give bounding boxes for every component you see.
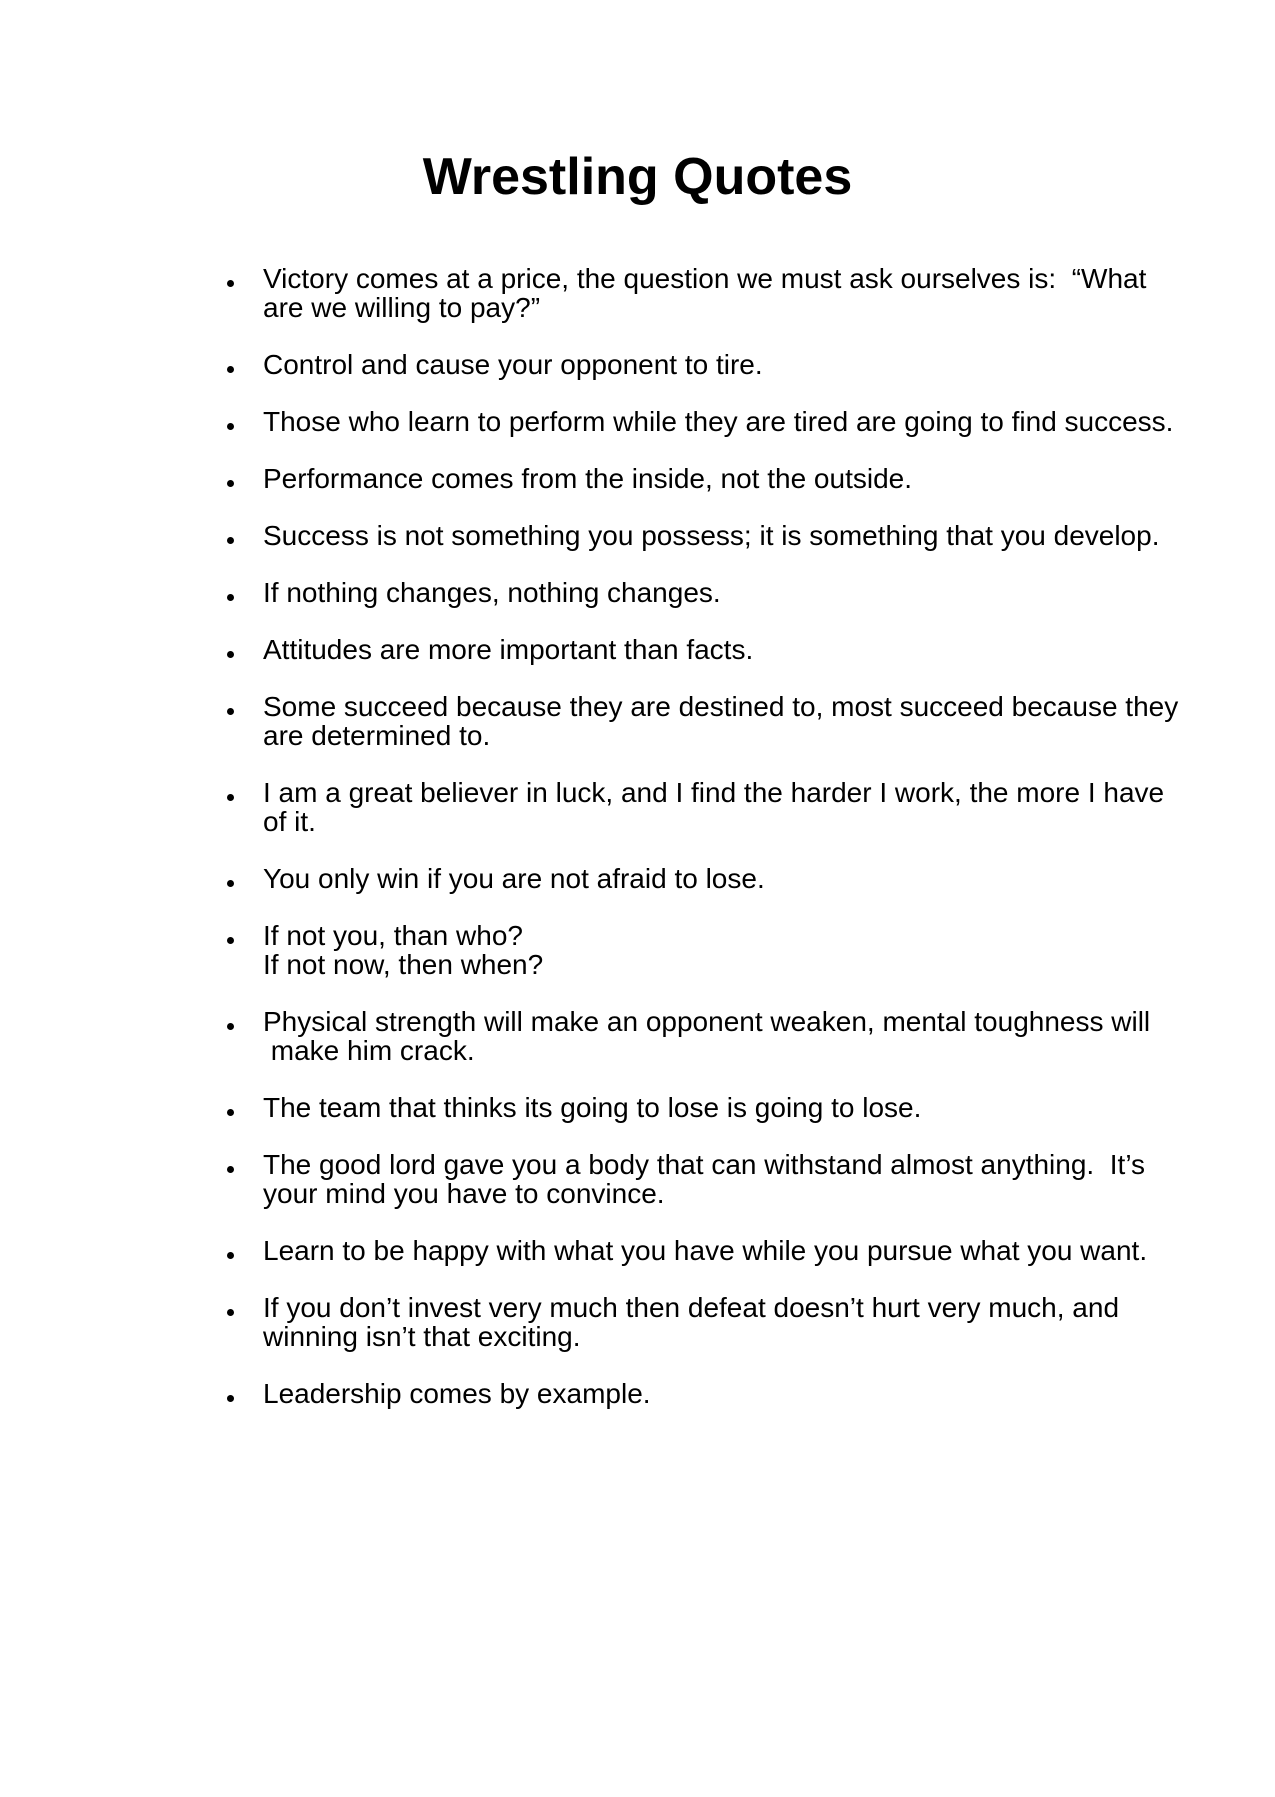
quote-line: winning isn’t that exciting.: [263, 1321, 581, 1352]
quote-line: are we willing to pay?”: [263, 292, 541, 323]
bullet-icon: [227, 794, 234, 801]
bullet-icon: [227, 937, 234, 944]
quote-item: [263, 520, 1160, 551]
bullet-icon: [227, 1166, 234, 1173]
quote-line: If not now, then when?: [263, 949, 544, 980]
quote-line: Performance comes from the inside, not the outside.: [263, 463, 912, 494]
bullet-icon: [227, 594, 234, 601]
bullet-icon: [227, 537, 234, 544]
quote-line: The team that thinks its going to lose is going to lose.: [263, 1092, 922, 1123]
bullet-icon: [227, 1395, 234, 1402]
quote-item: [263, 406, 1174, 437]
bullet-icon: [227, 423, 234, 430]
quote-item: [263, 1149, 1146, 1209]
quote-line: If not you, than who?: [263, 920, 523, 951]
bullet-icon: [227, 880, 234, 887]
quote-item: [263, 350, 1123, 379]
quote-line: of it.: [263, 806, 316, 837]
quote-item: [263, 1379, 1123, 1408]
quote-line: Leadership comes by example.: [263, 1378, 651, 1409]
bullet-icon: [227, 1023, 234, 1030]
bullet-icon: [227, 708, 234, 715]
quote-line: If you don’t invest very much then defeat doesn’t hurt very much, and: [263, 1292, 1120, 1323]
quote-line: Victory comes at a price, the question we must ask ourselves is: “What: [263, 263, 1147, 294]
bullet-icon: [227, 366, 234, 373]
quote-line: Success is not something you possess; it is something that you develop.: [263, 520, 1160, 551]
quote-line: I am a great believer in luck, and I find the harder I work, the more I have: [263, 777, 1165, 808]
quote-line: Physical strength will make an opponent weaken, mental toughness will: [263, 1006, 1151, 1037]
quote-line: The good lord gave you a body that can withstand almost anything. It’s: [263, 1149, 1146, 1180]
bullet-icon: [227, 651, 234, 658]
bullet-icon: [227, 280, 234, 287]
quote-item: [263, 1293, 1123, 1351]
quote-item: [263, 691, 1179, 751]
bullet-icon: [227, 1109, 234, 1116]
quote-line: Attitudes are more important than facts.: [263, 634, 754, 665]
bullet-icon: [227, 1252, 234, 1259]
bullet-icon: [227, 1309, 234, 1316]
quote-item: [263, 1093, 1123, 1122]
quote-line: You only win if you are not afraid to lose.: [263, 863, 765, 894]
quote-line: Control and cause your opponent to tire.: [263, 349, 763, 380]
quote-line: are determined to.: [263, 720, 491, 751]
quote-item: [263, 464, 1123, 493]
quote-line: If nothing changes, nothing changes.: [263, 577, 721, 608]
quote-line: Learn to be happy with what you have while you pursue what you want.: [263, 1235, 1148, 1266]
quote-item: [263, 921, 1123, 979]
document-page: [0, 147, 1275, 1797]
quote-item: [263, 578, 1123, 607]
quote-line: Those who learn to perform while they are tired are going to find success.: [263, 406, 1174, 437]
quote-item: [263, 1235, 1148, 1266]
bullet-icon: [227, 480, 234, 487]
quote-item: [263, 635, 1123, 664]
quote-item: [263, 777, 1165, 837]
quote-item: [263, 1006, 1151, 1066]
quote-line: Some succeed because they are destined to, most succeed because they: [263, 691, 1179, 722]
quote-line: make him crack.: [263, 1035, 475, 1066]
quote-item: [263, 263, 1147, 323]
quote-list: [263, 263, 1179, 1409]
quote-line: your mind you have to convince.: [263, 1178, 665, 1209]
page-title: Wrestling Quotes: [422, 148, 853, 206]
quote-item: [263, 864, 1123, 893]
